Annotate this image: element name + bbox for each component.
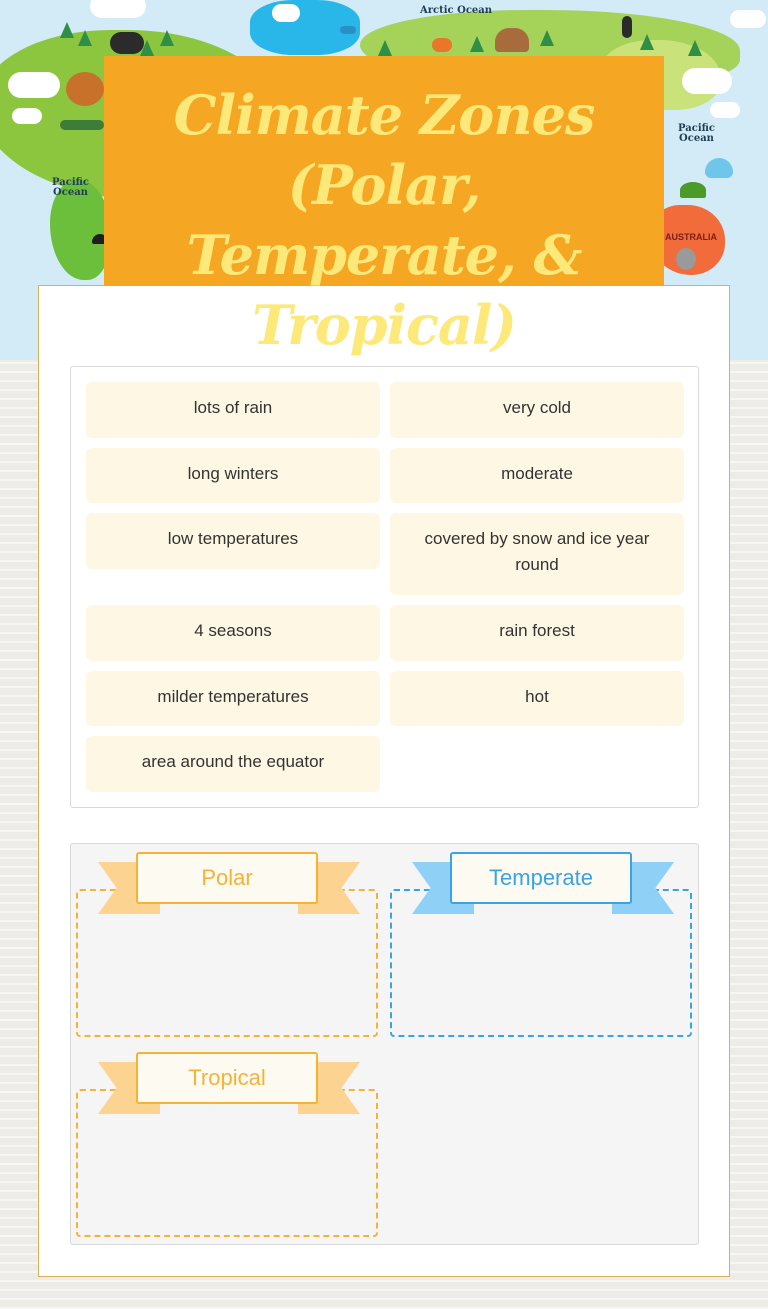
camel-icon: [495, 28, 529, 52]
word-chip[interactable]: 4 seasons: [86, 605, 380, 661]
tree-icon: [640, 34, 654, 50]
category-label-polar: Polar: [136, 852, 318, 904]
category-label-temperate: Temperate: [450, 852, 632, 904]
tree-icon: [470, 36, 484, 52]
pacific-ocean-right-line2: Ocean: [679, 133, 714, 144]
pacific-ocean-right-line1: Pacific: [678, 123, 715, 134]
ribbon-polar: [98, 852, 360, 914]
cloud-icon: [710, 102, 740, 118]
bear-icon: [110, 32, 144, 54]
tree-icon: [60, 22, 74, 38]
crocodile-icon: [60, 120, 104, 130]
category-drop-area: [70, 843, 699, 1245]
word-chip[interactable]: low temperatures: [86, 513, 380, 569]
cloud-icon: [90, 0, 146, 18]
worksheet-card: [38, 285, 730, 1277]
ribbon-temperate: [412, 852, 674, 914]
lion-icon: [66, 72, 104, 106]
word-chip[interactable]: area around the equator: [86, 736, 380, 792]
ribbon-tropical: [98, 1052, 360, 1114]
page-title: Climate Zones (Polar, Temperate, & Tropical): [173, 83, 595, 357]
word-chip[interactable]: moderate: [390, 448, 684, 503]
cloud-icon: [730, 10, 766, 28]
category-label-tropical: Tropical: [136, 1052, 318, 1104]
palm-tree-icon: [680, 182, 706, 198]
tree-icon: [540, 30, 554, 46]
tree-icon: [688, 40, 702, 56]
cloud-icon: [12, 108, 42, 124]
word-bank: [70, 366, 699, 808]
koala-icon: [676, 248, 696, 270]
polar-bear-icon: [272, 4, 300, 22]
pacific-ocean-left-line1: Pacific: [52, 177, 89, 188]
title-banner: [104, 56, 664, 357]
fox-icon: [432, 38, 452, 52]
pacific-ocean-label-left: [52, 178, 89, 198]
word-chip[interactable]: rain forest: [390, 605, 684, 661]
cloud-icon: [682, 68, 732, 94]
octopus-icon: [705, 158, 733, 178]
pacific-ocean-label-right: [678, 124, 715, 144]
tree-icon: [78, 30, 92, 46]
australia-label: AUSTRALIA: [665, 232, 717, 242]
tree-icon: [378, 40, 392, 56]
word-chip[interactable]: hot: [390, 671, 684, 726]
word-chip[interactable]: long winters: [86, 448, 380, 503]
arctic-ocean-label: Arctic Ocean: [420, 5, 493, 16]
cloud-icon: [8, 72, 60, 98]
tree-icon: [160, 30, 174, 46]
fish-icon: [340, 26, 356, 34]
pacific-ocean-left-line2: Ocean: [53, 187, 88, 198]
word-chip[interactable]: very cold: [390, 382, 684, 438]
word-chip[interactable]: milder temperatures: [86, 671, 380, 726]
word-chip[interactable]: lots of rain: [86, 382, 380, 438]
penguin-icon: [622, 16, 632, 38]
word-chip[interactable]: covered by snow and ice year round: [390, 513, 684, 595]
